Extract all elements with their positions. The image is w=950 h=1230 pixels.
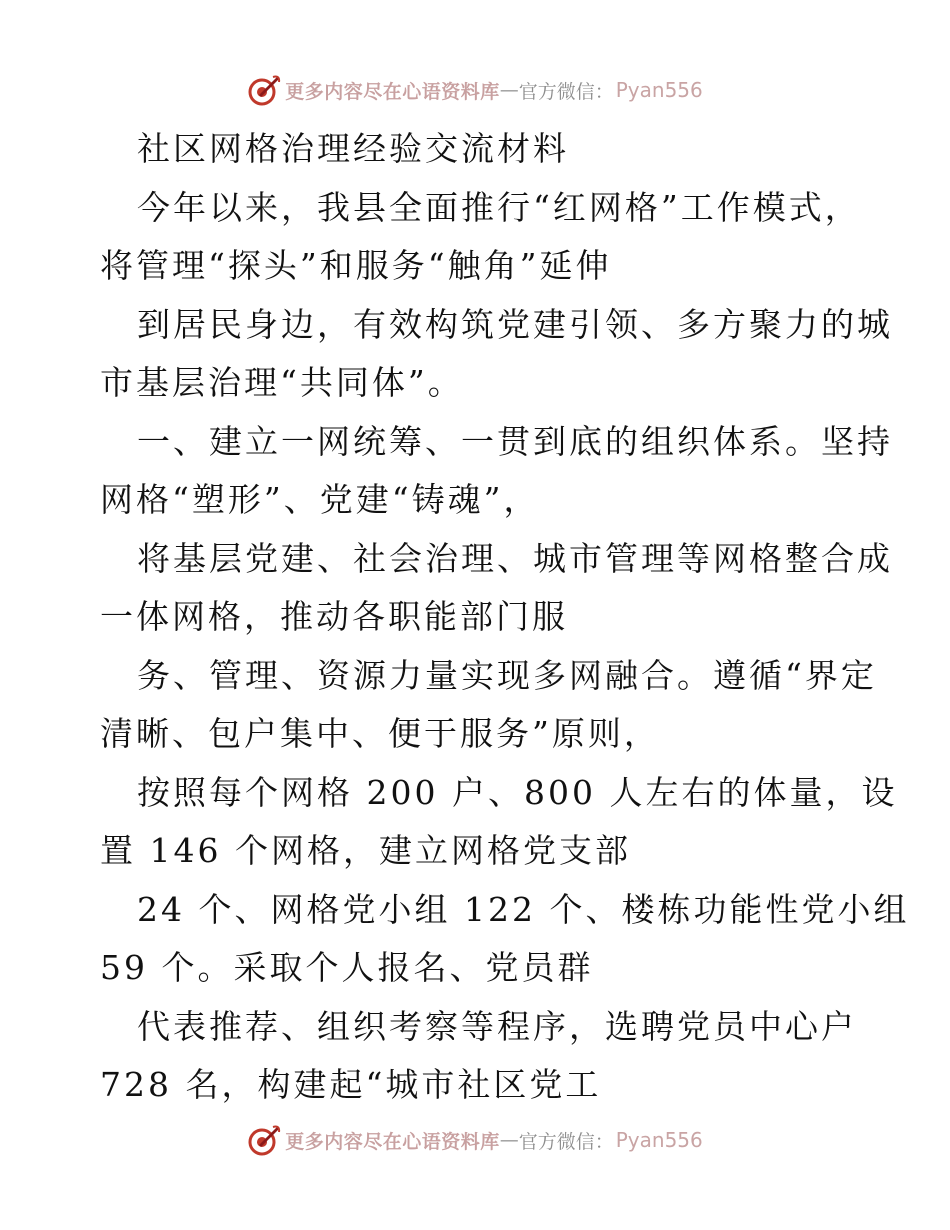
text-line: 置 146 个网格，建立网格党支部 [100,831,631,870]
text-line: 将基层党建、社会治理、城市管理等网格整合成 [137,538,893,578]
text-line: 市基层治理“共同体”。 [100,363,464,402]
watermark-wechat-label: 官方微信： [518,80,614,103]
text-line: 网格“塑形”、党建“铸魂”， [100,480,540,519]
watermark-separator: — [499,79,519,101]
document-body [100,120,910,1115]
text-line: 59 个。采取个人报名、党员群 [100,948,594,987]
watermark-wechat-id: Pyan556 [615,1128,703,1152]
text-line: 到居民身边，有效构筑党建引领、多方聚力的城 [137,304,893,344]
quill-logo-icon [247,1123,281,1157]
watermark-separator: — [499,1129,519,1151]
watermark-wechat-label: 官方微信： [518,1130,614,1153]
text-line: 将管理“探头”和服务“触角”延伸 [100,246,612,285]
quill-logo-icon [247,73,281,107]
watermark-site-text: 更多内容尽在心语资料库 [285,80,500,103]
watermark-site-text: 更多内容尽在心语资料库 [285,1130,500,1153]
watermark-wechat-id: Pyan556 [615,78,703,102]
text-line: 一体网格，推动各职能部门服 [100,597,568,636]
text-line: 今年以来，我县全面推行“红网格”工作模式， [137,187,861,227]
document-title: 社区网格治理经验交流材料 [137,129,569,168]
text-line: 代表推荐、组织考察等程序，选聘党员中心户 [137,1006,857,1046]
text-line: 务、管理、资源力量实现多网融合。遵循“界定 [137,655,877,695]
text-line: 清晰、包户集中、便于服务”原则， [100,714,660,753]
text-line: 一、建立一网统筹、一贯到底的组织体系。坚持 [137,421,893,461]
text-line: 24 个、网格党小组 122 个、楼栋功能性党小组 [137,889,910,929]
text-line: 按照每个网格 200 户、800 人左右的体量，设 [137,772,898,812]
header-watermark [0,70,950,110]
footer-watermark [0,1120,950,1160]
text-line: 728 名，构建起“城市社区党工 [100,1065,602,1104]
